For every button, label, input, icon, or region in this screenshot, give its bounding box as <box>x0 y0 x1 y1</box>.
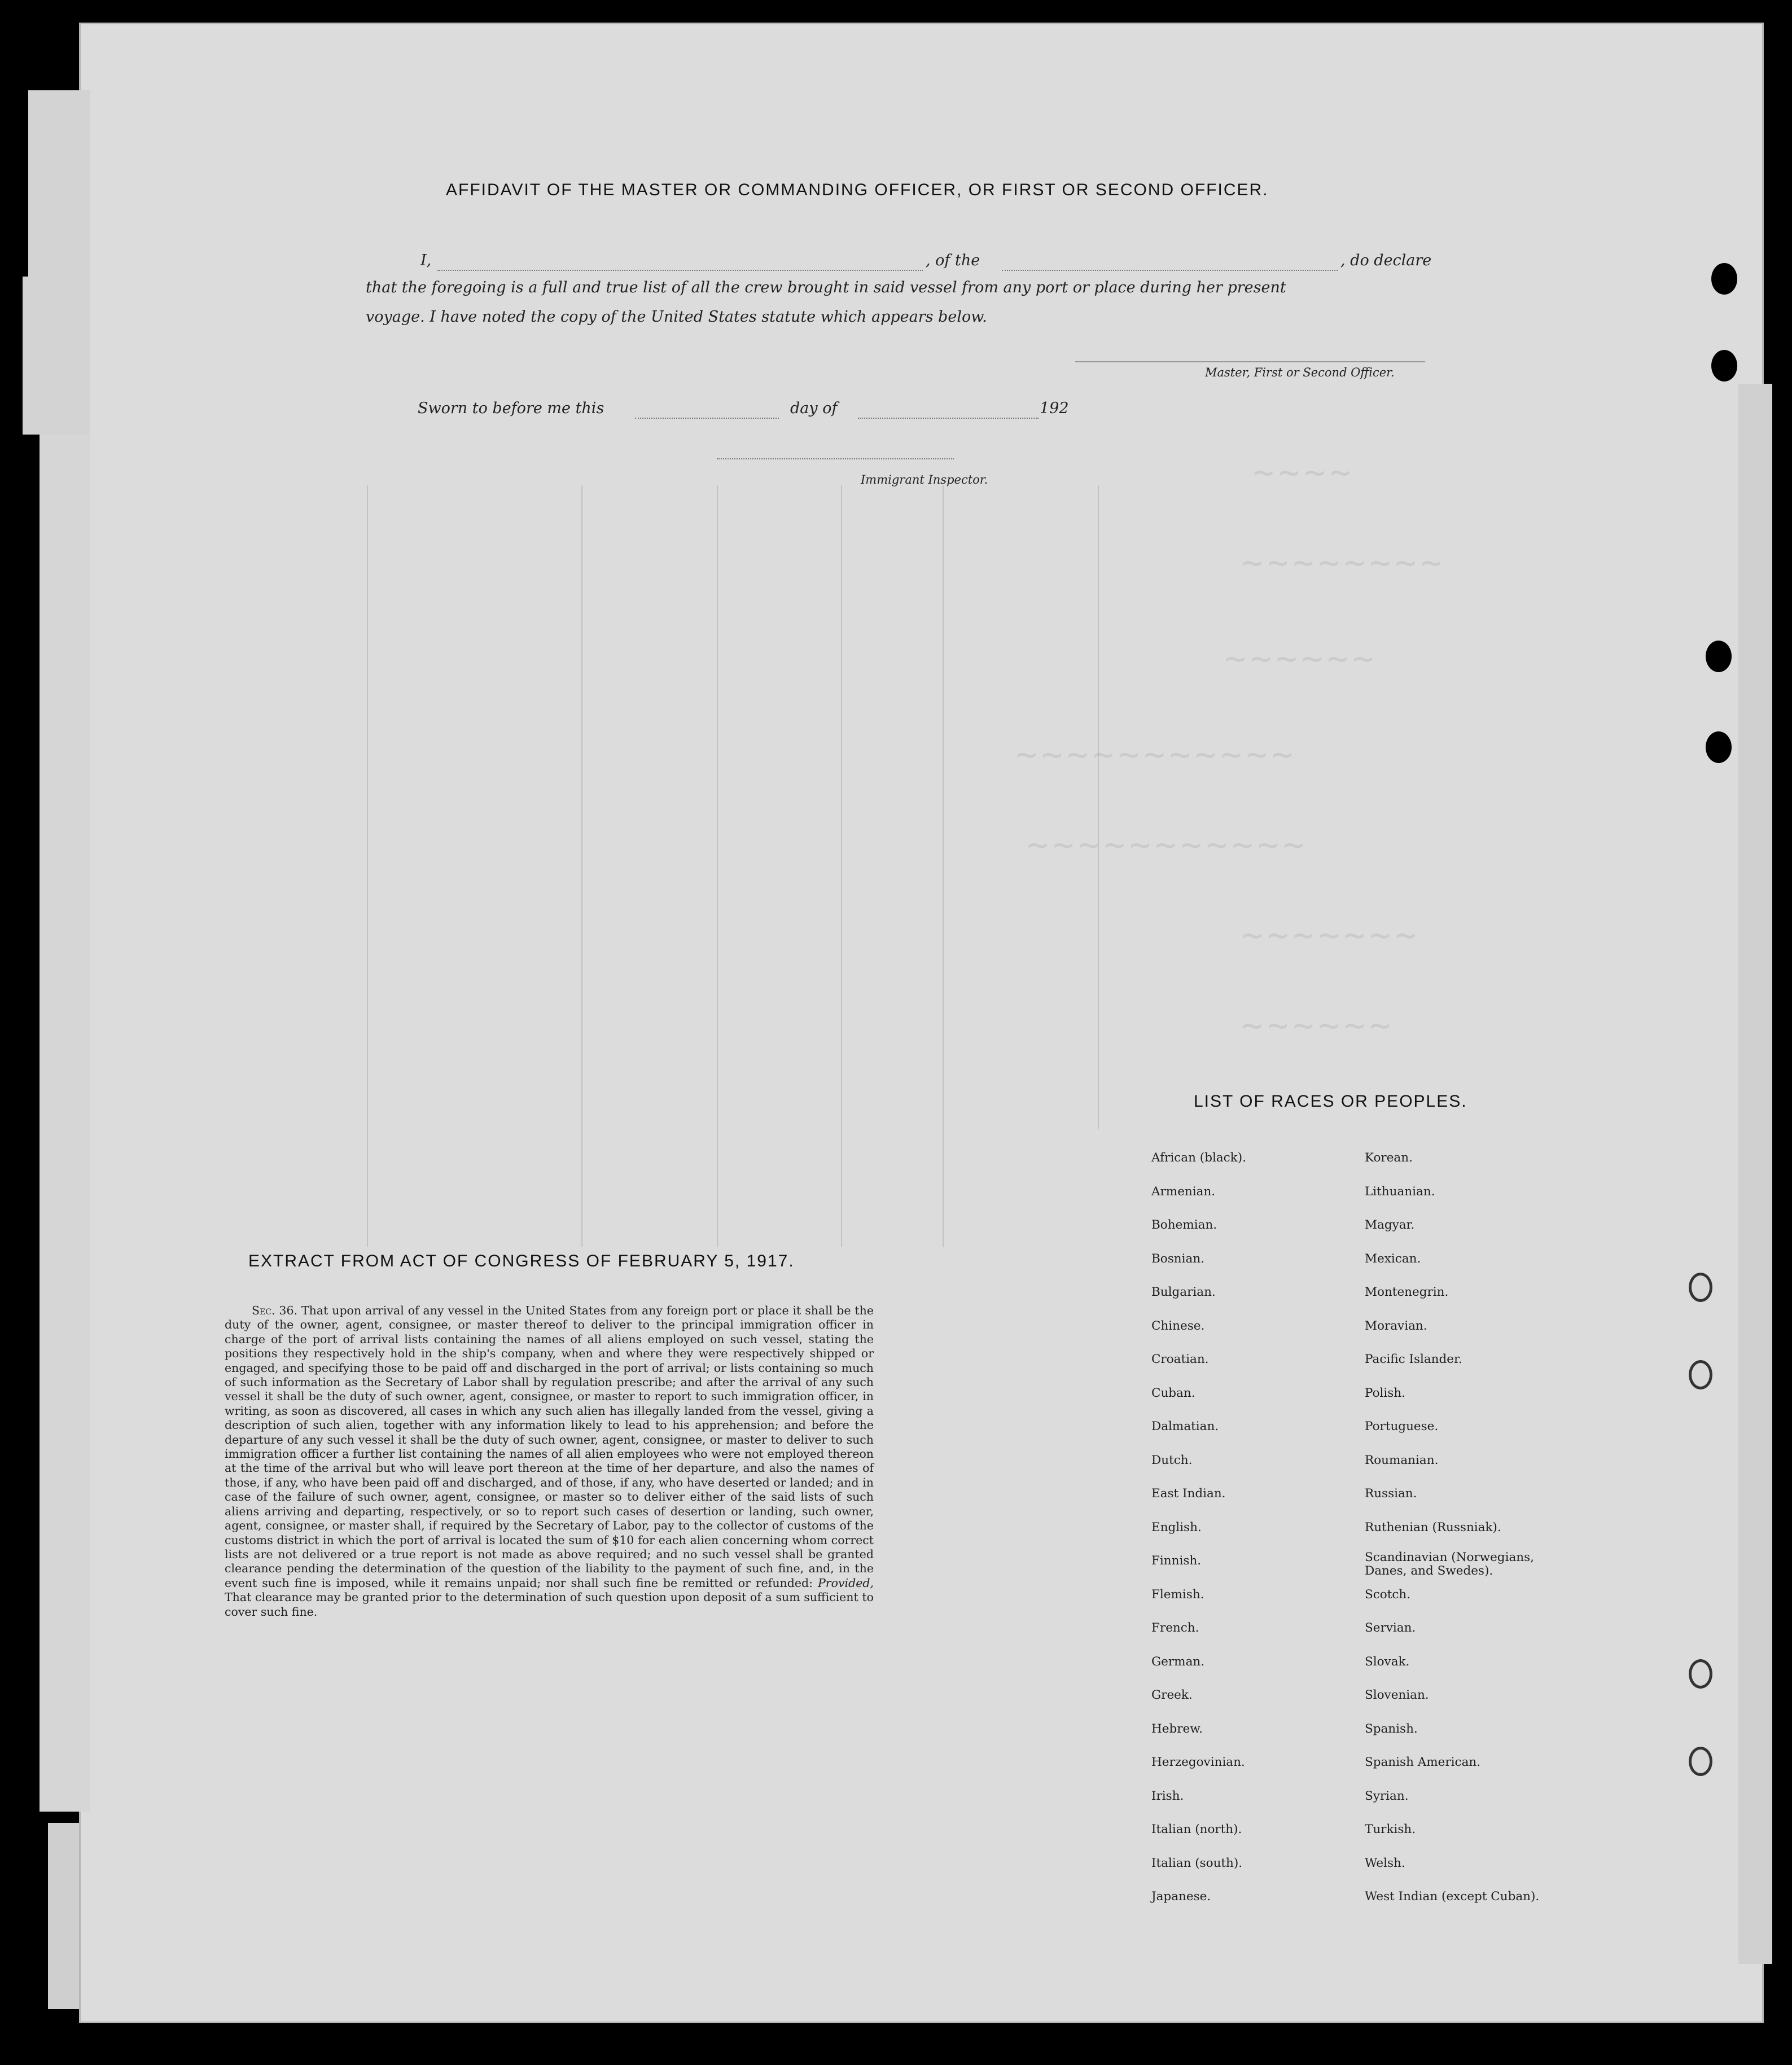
extract-text: That upon arrival of any vessel in the United States from any foreign port or place it shall be the duty of the owner, agent, consignee, or master thereof to deliver to the principal immigration officer in charge of the port of arrival lists containing the names of all aliens employed on such vessel, stating the positions they respectively hold in the ship's company, when and where they were respectively shipped or engaged, and specifying those to be paid off and discharged in the port of arrival; or lists containing so much of such information as the Secretary of Labor shall by regulation prescribe; and after the arrival of any such vessel it shall be the duty of such owner, agent, consignee, or master to report to such immigration officer, in writing, as soon as discovered, all cases in which any such alien has illegally landed from the vessel, giving a description of such alien, together with any information likely to lead to his apprehension; and before the departure of any such vessel it shall be the duty of such owner, agent, consignee, or master to deliver to such immigration officer a further list containing the names of all alien employees who were not employed thereon at the time of the arrival but who will leave port thereon at the time of her departure, and also the names of those, if any, who have been paid off and discharged, and of those, if any, who have deserted or landed; and in case of the failure of such owner, agent, consignee, or master so to deliver either of the said lists of such aliens arriving and departing, respectively, or so to report such cases of desertion or landing, such owner, agent, consignee, or master shall, if required by the Secretary of Labor, pay to the collector of customs of the customs district in which the port of arrival is located the sum of $10 for each alien concerning whom correct lists are not delivered or a true report is not made as above required; and no such vessel shall be granted clearance pending the determination of the question of the liability to the payment of such fine, and, in the event such fine is imposed, while it remains unpaid; nor shall such fine be remitted or refunded: <box>225 1304 874 1590</box>
bleed-through-text: ~~~~~~ <box>1242 1005 1395 1046</box>
punch-hole <box>1689 1273 1712 1302</box>
extract-body <box>225 1304 874 1619</box>
punch-hole <box>1711 350 1737 382</box>
bleed-through-text: ~~~~~~~~~~~ <box>1027 824 1309 865</box>
race-item: African (black). <box>1151 1151 1246 1165</box>
sworn-prefix: Sworn to before me this <box>418 400 604 417</box>
race-item: Portuguese. <box>1365 1419 1439 1433</box>
race-item: Ruthenian (Russniak). <box>1365 1520 1501 1534</box>
race-item: Greek. <box>1151 1688 1193 1702</box>
race-item: Hebrew. <box>1151 1721 1203 1736</box>
race-item: Slovenian. <box>1365 1688 1429 1702</box>
left-page-tab <box>28 90 90 277</box>
affidavit-i: I, <box>420 252 432 269</box>
section-label: Sec. 36. <box>252 1304 298 1317</box>
race-item: Syrian. <box>1365 1788 1409 1803</box>
signature-line <box>1075 361 1425 362</box>
race-item: Bosnian. <box>1151 1251 1204 1266</box>
punch-hole <box>1689 1747 1712 1776</box>
sworn-month-blank <box>858 418 1039 419</box>
sworn-day-blank <box>635 418 779 419</box>
race-item: Italian (north). <box>1151 1822 1242 1836</box>
punch-hole <box>1689 1659 1712 1689</box>
affidavit-declare: , do declare <box>1340 252 1432 269</box>
race-item: Cuban. <box>1151 1386 1195 1400</box>
bleed-through-text: ~~~~~~~ <box>1242 914 1421 955</box>
name-blank <box>437 270 923 271</box>
signature-caption: Master, First or Second Officer. <box>1205 366 1395 379</box>
extract-text-end: That clearance may be granted prior to the determination of such question upon deposit of a sum sufficient to cover such fine. <box>225 1590 874 1619</box>
bleed-through-rule <box>1098 485 1099 1129</box>
provided-word: Provided, <box>818 1576 874 1590</box>
race-item: Dutch. <box>1151 1453 1193 1467</box>
race-item: Pacific Islander. <box>1365 1352 1462 1366</box>
punch-hole <box>1706 731 1732 763</box>
sworn-year: 192 <box>1040 400 1069 417</box>
affidavit-title: AFFIDAVIT OF THE MASTER OR COMMANDING OFFICER, OR FIRST OR SECOND OFFICER. <box>446 181 1269 199</box>
bleed-through-rule <box>841 485 842 1247</box>
bleed-through-rule <box>717 485 718 1247</box>
races-title: LIST OF RACES OR PEOPLES. <box>1194 1092 1467 1111</box>
affidavit-of-the: , of the <box>926 252 980 269</box>
race-item: Lithuanian. <box>1365 1184 1435 1199</box>
race-item: Welsh. <box>1365 1856 1405 1870</box>
left-page-tab <box>40 435 90 1812</box>
inspector-line <box>717 458 954 459</box>
vessel-blank <box>1002 270 1338 271</box>
race-item: Roumanian. <box>1365 1453 1439 1467</box>
sworn-day-of: day of <box>790 400 838 417</box>
bleed-through-rule <box>943 485 944 1247</box>
race-item: Spanish American. <box>1365 1755 1481 1769</box>
race-item: West Indian (except Cuban). <box>1365 1889 1540 1904</box>
extract-title: EXTRACT FROM ACT OF CONGRESS OF FEBRUARY 5, 1917. <box>248 1252 795 1270</box>
punch-hole <box>1706 641 1732 672</box>
race-item: Japanese. <box>1151 1889 1211 1904</box>
race-item: French. <box>1151 1621 1199 1635</box>
race-item: Dalmatian. <box>1151 1419 1219 1433</box>
race-item: Irish. <box>1151 1788 1184 1803</box>
race-item: Russian. <box>1365 1487 1417 1501</box>
bleed-through-text: ~~~~~~ <box>1225 638 1378 679</box>
race-item: Slovak. <box>1365 1654 1410 1669</box>
bleed-through-text: ~~~~~~~~~~~ <box>1016 734 1298 775</box>
race-item: Montenegrin. <box>1365 1285 1449 1299</box>
bleed-through-text: ~~~~ <box>1253 451 1356 493</box>
race-item: Magyar. <box>1365 1218 1415 1232</box>
race-item: Chinese. <box>1151 1318 1205 1333</box>
punch-hole <box>1689 1360 1712 1389</box>
race-item: Croatian. <box>1151 1352 1209 1366</box>
race-item: English. <box>1151 1520 1202 1534</box>
race-item: Scotch. <box>1365 1587 1411 1602</box>
punch-hole <box>1711 263 1737 295</box>
race-item: Bohemian. <box>1151 1218 1217 1232</box>
race-item: Scandinavian (Norwegians, Danes, and Swedes). <box>1365 1550 1534 1578</box>
race-item: Italian (south). <box>1151 1856 1243 1870</box>
race-item: Herzegovinian. <box>1151 1755 1245 1769</box>
race-item: East Indian. <box>1151 1487 1226 1501</box>
race-item: Armenian. <box>1151 1184 1216 1199</box>
race-item: Bulgarian. <box>1151 1285 1216 1299</box>
race-item: Turkish. <box>1365 1822 1416 1836</box>
race-item: Spanish. <box>1365 1721 1418 1736</box>
bleed-through-text: ~~~~~~~~ <box>1242 542 1447 583</box>
left-page-tab <box>23 277 90 435</box>
race-item: Polish. <box>1365 1386 1406 1400</box>
right-page-edge <box>1738 384 1772 1964</box>
affidavit-line-2: that the foregoing is a full and true list of all the crew brought in said vessel from any port or place during her present <box>366 279 1286 296</box>
bleed-through-rule <box>367 485 368 1247</box>
race-item: Mexican. <box>1365 1251 1421 1266</box>
affidavit-line-3: voyage. I have noted the copy of the United States statute which appears below. <box>366 308 987 326</box>
race-item: Servian. <box>1365 1621 1416 1635</box>
race-item: Korean. <box>1365 1151 1413 1165</box>
bleed-through-rule <box>581 485 582 1247</box>
race-item: Moravian. <box>1365 1318 1427 1333</box>
race-item: German. <box>1151 1654 1205 1669</box>
race-item: Finnish. <box>1151 1554 1202 1568</box>
inspector-caption: Immigrant Inspector. <box>861 473 988 486</box>
race-item: Flemish. <box>1151 1587 1204 1602</box>
